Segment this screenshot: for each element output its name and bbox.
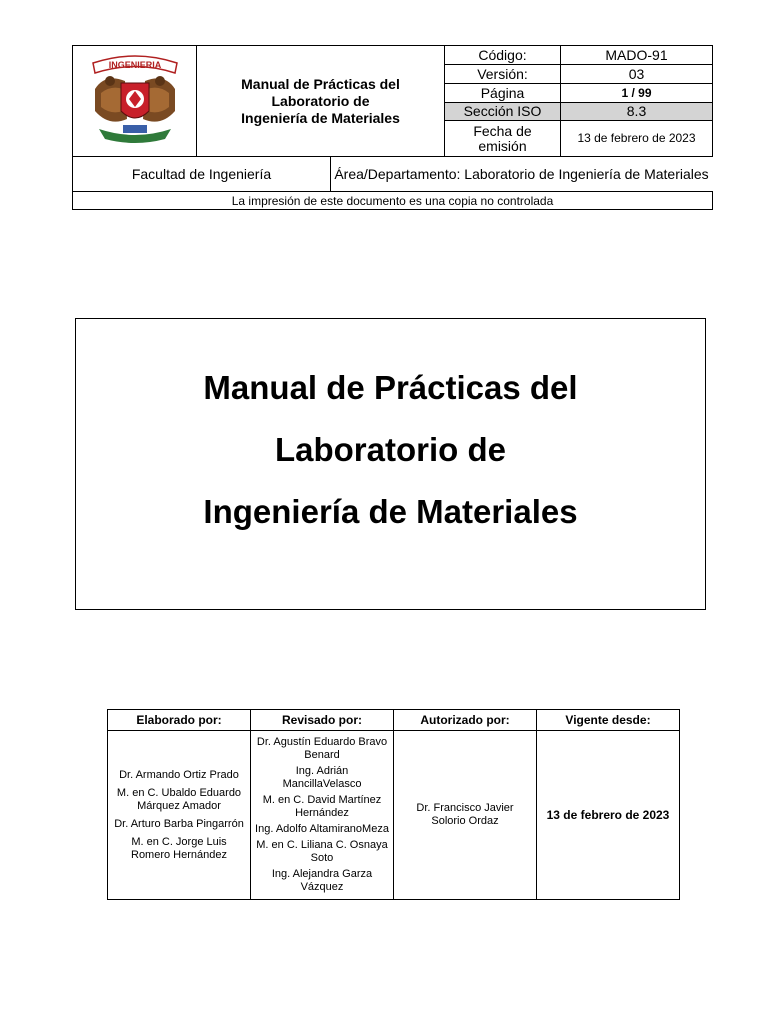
codigo-label: Código: <box>445 46 561 65</box>
fecha-emision-label-text: Fecha de emisión <box>473 122 532 154</box>
autorizado-header: Autorizado por: <box>394 710 537 731</box>
disclaimer-text: La impresión de este documento es una copia no controlada <box>73 192 713 210</box>
pagina-label: Página <box>445 84 561 103</box>
elaborado-name: M. en C. Jorge Luis Romero Hernández <box>131 835 227 861</box>
pagina-value: 1 / 99 <box>561 84 713 103</box>
seccion-iso-label: Sección ISO <box>445 103 561 121</box>
elaborado-name: Dr. Arturo Barba Pingarrón <box>114 817 244 830</box>
header-title-line: Ingeniería de Materiales <box>241 109 400 126</box>
header-title-line: Manual de Prácticas del <box>241 75 400 92</box>
header-title-line: Laboratorio de <box>271 92 370 109</box>
facultad-text: Facultad de Ingeniería <box>73 157 331 191</box>
elaborado-name: Dr. Armando Ortiz Prado <box>119 768 239 781</box>
version-label: Versión: <box>445 65 561 84</box>
signature-table <box>107 709 680 900</box>
main-title-line: Laboratorio de <box>274 431 507 468</box>
revisado-name: M. en C. David Martínez Hernández <box>262 794 382 819</box>
main-title-line: Ingeniería de Materiales <box>203 493 578 530</box>
logo-banner-text: INGENIERIA <box>108 59 161 70</box>
revisado-header: Revisado por: <box>251 710 394 731</box>
main-title-box <box>75 318 706 610</box>
codigo-value: MADO-91 <box>561 46 713 65</box>
vigente-date: 13 de febrero de 2023 <box>546 807 670 822</box>
revisado-name: Ing. Adolfo AltamiranoMeza <box>255 823 389 835</box>
autorizado-name: Dr. Francisco Javier Solorio Ordaz <box>416 802 514 827</box>
faculty-logo <box>85 49 185 149</box>
header-title-cell <box>197 46 445 157</box>
fecha-emision-label <box>445 121 561 157</box>
main-title-line: Manual de Prácticas del <box>203 369 578 406</box>
area-departamento-text: Área/Departamento: Laboratorio de Ingeniería de Materiales <box>334 166 709 182</box>
logo-cell <box>73 46 197 157</box>
fecha-emision-value: 13 de febrero de 2023 <box>561 121 713 157</box>
elaborado-cell <box>108 731 251 900</box>
revisado-name: M. en C. Liliana C. Osnaya Soto <box>256 839 388 864</box>
elaborado-header: Elaborado por: <box>108 710 251 731</box>
version-value: 03 <box>561 65 713 84</box>
revisado-name: Ing. Alejandra Garza Vázquez <box>271 868 373 893</box>
vigente-header: Vigente desde: <box>537 710 680 731</box>
seccion-iso-value: 8.3 <box>561 103 713 121</box>
vigente-cell <box>537 731 680 900</box>
revisado-name: Ing. Adrián MancillaVelasco <box>282 765 362 790</box>
main-title <box>76 357 705 543</box>
revisado-cell <box>251 731 394 900</box>
elaborado-name: M. en C. Ubaldo Eduardo Márquez Amador <box>116 786 242 812</box>
autorizado-cell <box>394 731 537 900</box>
revisado-name: Dr. Agustín Eduardo Bravo Benard <box>256 736 388 761</box>
